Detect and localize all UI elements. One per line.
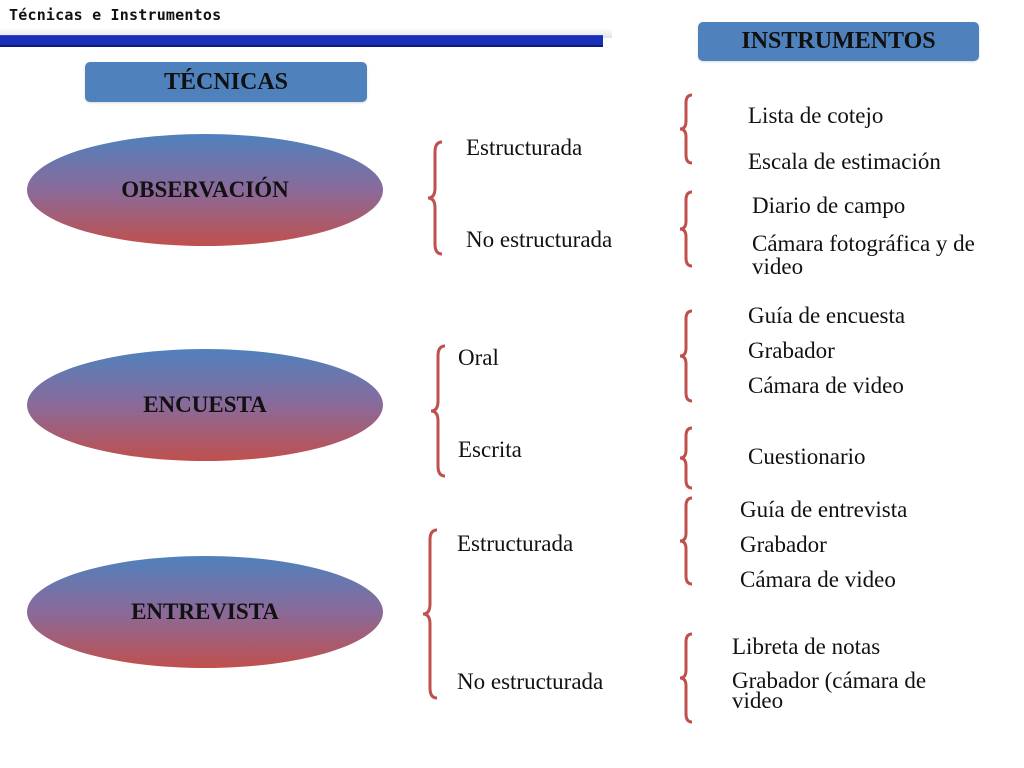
technique-observacion: OBSERVACIÓN	[27, 134, 383, 246]
type-enc-oral: Oral	[458, 345, 499, 370]
instruments-header: INSTRUMENTOS	[698, 22, 979, 61]
instrument-item: Cámara fotográfica y de video	[752, 231, 975, 279]
brace-enc-written-instruments	[677, 426, 695, 490]
type-enc-written: Escrita	[458, 437, 522, 462]
instrument-item: Escala de estimación	[748, 149, 941, 174]
instrument-item: Cámara de video	[748, 373, 904, 398]
instrument-item: Cuestionario	[748, 444, 866, 469]
instrument-item: Grabador (cámara de video	[732, 668, 927, 713]
brace-obs-structured-instruments	[677, 93, 695, 165]
title-underline	[0, 36, 603, 45]
instrument-item: Guía de encuesta	[748, 303, 906, 328]
instrument-item: Guía de entrevista	[740, 497, 908, 522]
brace-ent-unstructured-instruments	[677, 632, 695, 724]
instrument-item: Lista de cotejo	[748, 103, 884, 128]
type-obs-structured: Estructurada	[466, 135, 583, 160]
brace-entrevista-types	[420, 528, 440, 700]
instrument-item: Libreta de notas	[732, 634, 881, 659]
type-ent-unstructured: No estructurada	[457, 669, 604, 694]
brace-encuesta-types	[428, 344, 448, 478]
instrument-item: Grabador	[748, 338, 835, 363]
instrument-item: Diario de campo	[752, 193, 906, 218]
brace-obs-unstructured-instruments	[677, 190, 695, 268]
instrument-item: Grabador	[740, 532, 827, 557]
slide-title: Técnicas e Instrumentos	[9, 6, 222, 24]
technique-encuesta: ENCUESTA	[27, 349, 383, 461]
instrument-item: Cámara de video	[740, 567, 896, 592]
technique-entrevista: ENTREVISTA	[27, 556, 383, 668]
type-ent-structured: Estructurada	[457, 531, 574, 556]
brace-observacion-types	[425, 140, 445, 256]
type-obs-unstructured: No estructurada	[466, 227, 613, 252]
techniques-header: TÉCNICAS	[85, 62, 367, 102]
brace-ent-structured-instruments	[677, 496, 695, 586]
brace-enc-oral-instruments	[677, 309, 695, 403]
